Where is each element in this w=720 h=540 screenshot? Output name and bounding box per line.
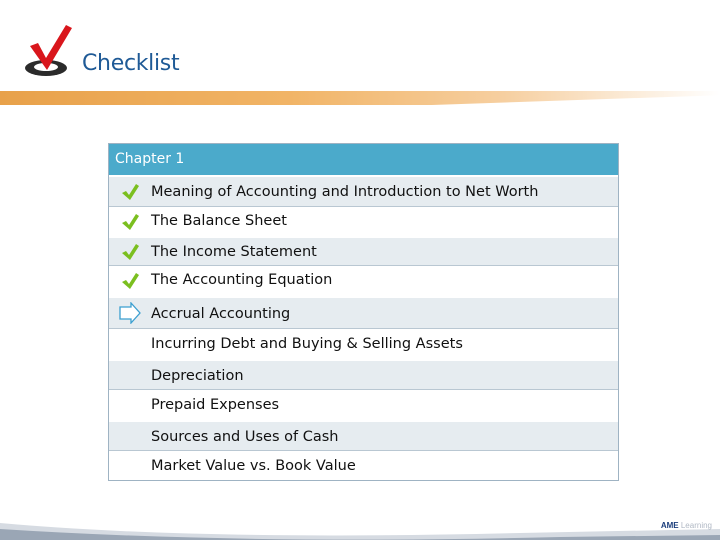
check-icon [119, 242, 141, 262]
checklist-row [109, 450, 618, 480]
checklist-row [109, 265, 618, 296]
checklist-item-label: The Balance Sheet [151, 213, 287, 229]
footer-wave [0, 515, 720, 540]
checklist-item-label: Accrual Accounting [151, 306, 291, 322]
checklist-row [109, 175, 618, 206]
checklist-row [109, 359, 618, 389]
checklist-item-label: Sources and Uses of Cash [151, 429, 339, 445]
checklist-logo-icon [22, 22, 78, 80]
brand-name: AME [660, 521, 679, 530]
check-icon [119, 212, 141, 232]
title-underline-bar [0, 91, 720, 105]
table-header: Chapter 1 [109, 144, 618, 175]
checklist-row [109, 420, 618, 450]
check-icon [119, 271, 141, 291]
checklist-row-current [109, 296, 618, 328]
chapter-checklist-table [108, 143, 619, 481]
checklist-item-label: Prepaid Expenses [151, 397, 280, 413]
checklist-item-label: Depreciation [151, 368, 244, 384]
checklist-row [109, 206, 618, 236]
page-title: Checklist [82, 51, 180, 76]
checklist-item-label: The Accounting Equation [151, 272, 333, 288]
arrow-right-icon [118, 302, 142, 324]
checklist-item-label: Market Value vs. Book Value [151, 458, 356, 474]
checklist-item-label: Incurring Debt and Buying & Selling Assets [151, 336, 463, 352]
checklist-row [109, 236, 618, 265]
brand-logo [661, 521, 712, 530]
checklist-item-label: The Income Statement [151, 244, 317, 260]
brand-suffix: Learning [680, 521, 712, 530]
check-icon [119, 182, 141, 202]
checklist-row [109, 328, 618, 359]
checklist-row [109, 389, 618, 420]
checklist-item-label: Meaning of Accounting and Introduction to Net Worth [151, 184, 539, 200]
